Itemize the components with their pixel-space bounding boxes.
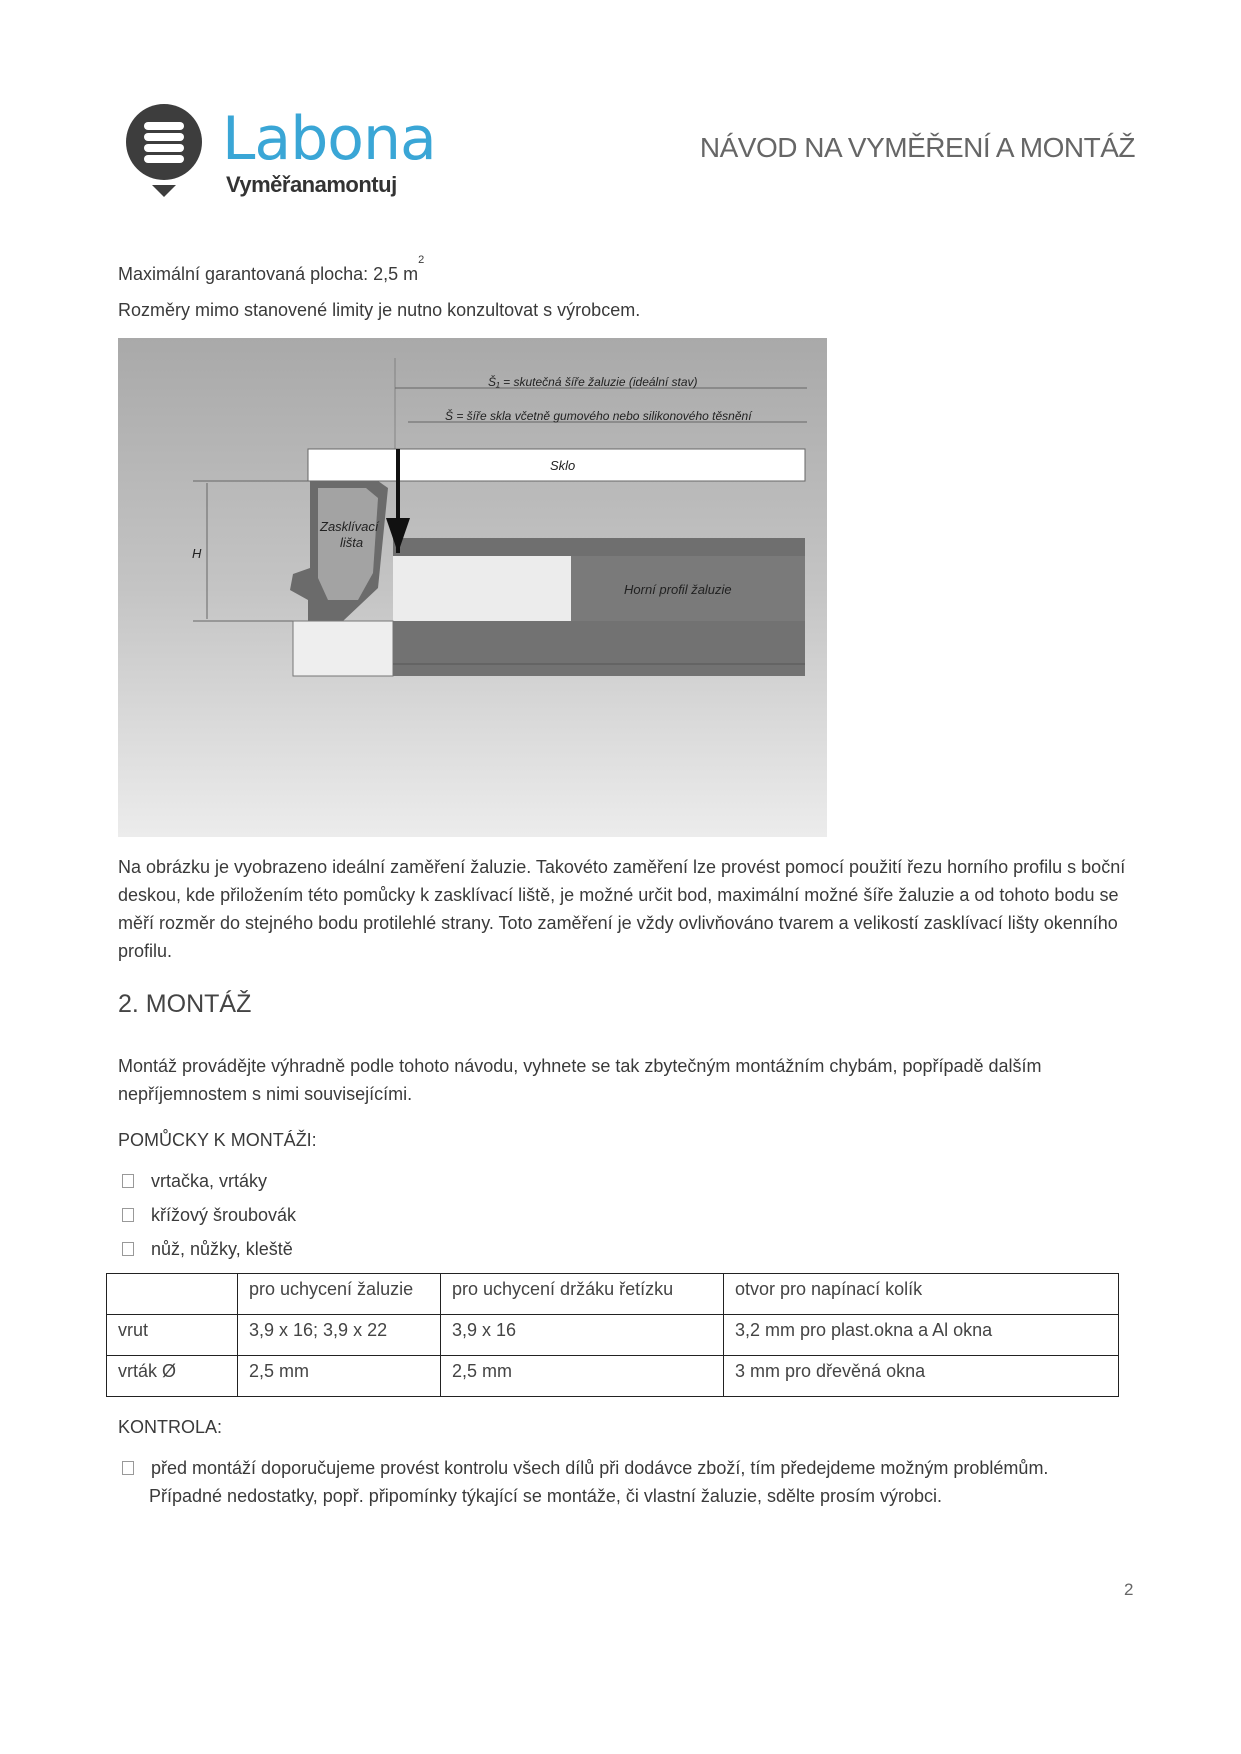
bullet-icon bbox=[122, 1242, 134, 1256]
list-item-label: nůž, nůžky, kleště bbox=[151, 1239, 293, 1259]
logo-tagline: Vyměřanamontuj bbox=[226, 172, 397, 197]
table-cell: 3,2 mm pro plast.okna a Al okna bbox=[724, 1315, 1119, 1356]
label-glass: Sklo bbox=[550, 458, 576, 473]
table-cell: 2,5 mm bbox=[441, 1356, 724, 1397]
section-intro: Montáž provádějte výhradně podle tohoto návodu, vyhnete se tak zbytečným montážním chybám, popřípadě dalším nepříjemnostem s nimi souvisejícími. bbox=[118, 1056, 1042, 1104]
bullet-icon bbox=[122, 1174, 134, 1188]
list-item-label: vrtačka, vrtáky bbox=[151, 1171, 268, 1191]
table-header-row bbox=[107, 1274, 1119, 1315]
bullet-icon bbox=[122, 1461, 134, 1475]
measurement-diagram bbox=[118, 338, 827, 837]
max-area-text bbox=[118, 256, 424, 288]
table-cell: vrták Ø bbox=[107, 1356, 238, 1397]
limits-note: Rozměry mimo stanovené limity je nutno konzultovat s výrobcem. bbox=[118, 300, 641, 320]
table-cell: 3 mm pro dřevěná okna bbox=[724, 1356, 1119, 1397]
check-line-1: před montáží doporučujeme provést kontrolu všech dílů při dodávce zboží, tím předejdeme možným problémům. bbox=[151, 1458, 1049, 1478]
bullet-icon bbox=[122, 1208, 134, 1222]
label-h: H bbox=[192, 546, 202, 561]
document-title: NÁVOD NA VYMĚŘENÍ A MONTÁŽ bbox=[699, 132, 1135, 163]
table-cell: 2,5 mm bbox=[238, 1356, 441, 1397]
superscript: 2 bbox=[418, 254, 425, 266]
table-cell: 3,9 x 16; 3,9 x 22 bbox=[238, 1315, 441, 1356]
label-bead-2: lišta bbox=[340, 535, 364, 550]
list-item bbox=[122, 1201, 296, 1229]
check-item bbox=[122, 1454, 1048, 1482]
table-cell: pro uchycení držáku řetízku bbox=[441, 1274, 724, 1315]
table-row bbox=[107, 1356, 1119, 1397]
max-area-value: Maximální garantovaná plocha: 2,5 m bbox=[118, 264, 419, 284]
label-s: Š = šíře skla včetně gumového nebo silikonového těsnění bbox=[445, 409, 752, 423]
tools-table bbox=[106, 1273, 1119, 1397]
tools-heading: POMŮCKY K MONTÁŽI: bbox=[118, 1130, 317, 1150]
list-item bbox=[122, 1235, 293, 1263]
table-cell: pro uchycení žaluzie bbox=[238, 1274, 441, 1315]
description-paragraph: Na obrázku je vyobrazeno ideální zaměření žaluzie. Takovéto zaměření lze provést pomocí použití řezu horního profilu s boční deskou, kde přiložením této pomůcky k zasklívací liště, je možné určit bod, maximální možné šíře žaluzie a od tohoto bodu se měří rozměr do stejného bodu protilehlé strany. Toto zaměření je vždy ovlivňováno tvarem a velikostí zasklívací lišty okenního profilu. bbox=[118, 857, 1126, 961]
table-cell: vrut bbox=[107, 1315, 238, 1356]
list-item bbox=[122, 1167, 267, 1195]
section-heading: 2. MONTÁŽ bbox=[118, 990, 252, 1018]
table-row bbox=[107, 1315, 1119, 1356]
label-profile: Horní profil žaluzie bbox=[624, 582, 732, 597]
logo-name: Labona bbox=[222, 104, 436, 174]
check-line-2: Případné nedostatky, popř. připomínky týkající se montáže, či vlastní žaluzie, sdělte prosím výrobci. bbox=[149, 1486, 943, 1506]
logo-pin-icon bbox=[124, 102, 206, 198]
label-s1: Š₁ = skutečná šíře žaluzie (ideální stav) bbox=[488, 375, 698, 389]
page-number: 2 bbox=[1124, 1580, 1134, 1599]
table-cell: otvor pro napínací kolík bbox=[724, 1274, 1119, 1315]
list-item-label: křížový šroubovák bbox=[151, 1205, 297, 1225]
table-cell bbox=[107, 1274, 238, 1315]
label-bead: Zasklívací bbox=[320, 519, 379, 534]
table-cell: 3,9 x 16 bbox=[441, 1315, 724, 1356]
check-heading: KONTROLA: bbox=[118, 1417, 223, 1437]
